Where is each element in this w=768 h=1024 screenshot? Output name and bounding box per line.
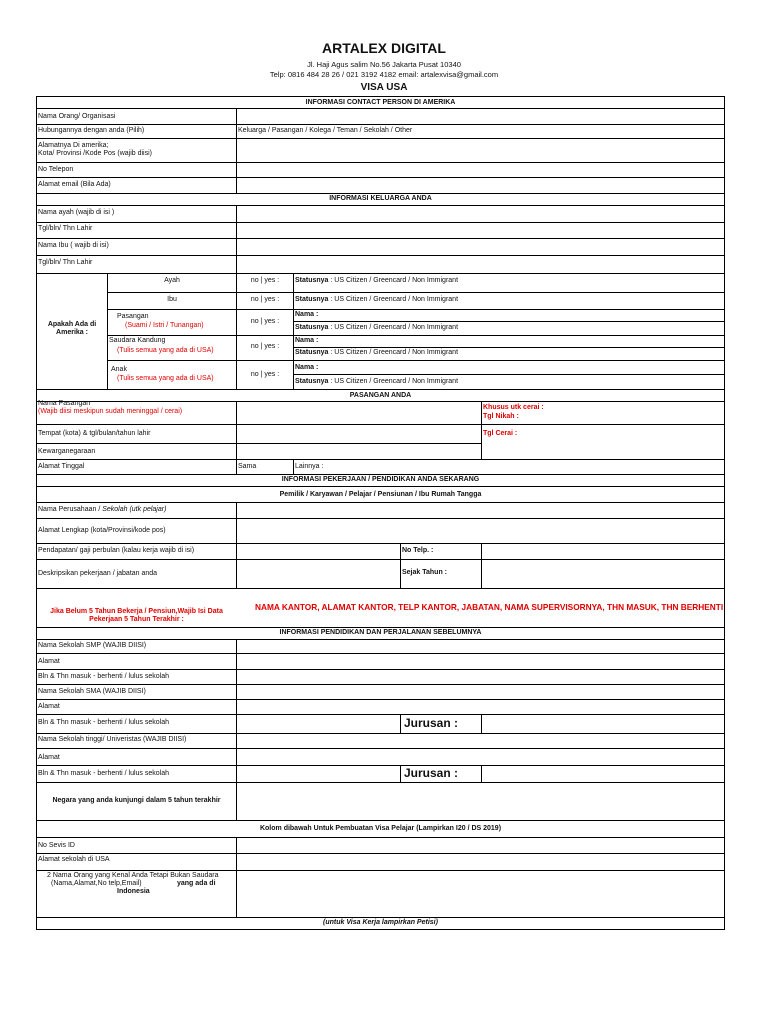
sevis-id-label: No Sevis ID bbox=[38, 842, 75, 849]
spouse-address-label: Alamat Tinggal bbox=[38, 463, 85, 470]
address-same-option[interactable]: Sama bbox=[238, 463, 257, 470]
ayah-status-label: Statusnya bbox=[295, 277, 329, 284]
pasangan-label: Pasangan bbox=[117, 313, 149, 320]
saudara-label: Saudara Kandung bbox=[109, 337, 166, 344]
income-label: Pendapatan/ gaji perbulan (kalau kerja wajib di isi) bbox=[38, 547, 195, 554]
uni-years-label: Bln & Thn masuk - berhenti / lulus sekolah bbox=[38, 770, 169, 777]
father-dob-label: Tgl/bln/ Thn Lahir bbox=[38, 225, 93, 232]
school-label-italic: Sekolah (utk pelajar) bbox=[100, 506, 167, 513]
saudara-status-label: Statusnya bbox=[295, 349, 329, 356]
education-section-title: INFORMASI PENDIDIKAN DAN PERJALANAN SEBELUMNYA bbox=[279, 629, 482, 636]
job-description-label: Deskripsikan pekerjaan / jabatan anda bbox=[38, 570, 158, 577]
pasangan-status bbox=[295, 324, 458, 332]
past-work-label-2: Pekerjaan 5 Tahun Terakhir : bbox=[89, 616, 184, 623]
contact-section-title: INFORMASI CONTACT PERSON DI AMERIKA bbox=[305, 99, 456, 106]
spouse-name-note: (Wajib diisi meskipun sudah meninggal / cerai) bbox=[38, 408, 183, 415]
company-name: ARTALEX DIGITAL bbox=[322, 40, 446, 56]
visa-form bbox=[36, 96, 725, 930]
ibu-status-options[interactable]: : US Citizen / Greencard / Non Immigrant bbox=[328, 296, 459, 303]
contact-phone-label: No Telepon bbox=[38, 166, 74, 173]
divorce-date-label: Tgl Cerai : bbox=[483, 430, 518, 437]
anak-status-options[interactable]: : US Citizen / Greencard / Non Immigrant bbox=[328, 378, 459, 385]
contact-address-sublabel: Kota/ Provinsi /Kode Pos (wajib diisi) bbox=[38, 150, 152, 157]
past-work-label: Jika Belum 5 Tahun Bekerja / Pensiun,Wajib Isi Data bbox=[50, 608, 223, 615]
special-divorce-label: Khusus utk cerai : bbox=[483, 404, 544, 411]
contact-email-label: Alamat email (Bila Ada) bbox=[38, 181, 111, 188]
ibu-status-label: Statusnya bbox=[295, 296, 329, 303]
sma-name-label: Nama Sekolah SMA (WAJIB DIISI) bbox=[38, 688, 146, 695]
ayah-status bbox=[295, 277, 458, 285]
ibu-status bbox=[295, 296, 458, 304]
past-work-fields: NAMA KANTOR, ALAMAT KANTOR, TELP KANTOR, JABATAN, NAMA SUPERVISORNYA, THN MASUK, THN BERHENTI bbox=[255, 602, 724, 612]
uni-major-label: Jurusan : bbox=[404, 766, 459, 780]
mother-name-label: Nama Ibu ( wajib di isi) bbox=[38, 242, 109, 249]
mother-dob-label: Tgl/bln/ Thn Lahir bbox=[38, 259, 93, 266]
marriage-date-label: Tgl Nikah : bbox=[483, 413, 519, 420]
saudara-status bbox=[295, 349, 458, 357]
since-year-label: Sejak Tahun : bbox=[402, 569, 447, 576]
spouse-birthplace-label: Tempat (kota) & tgl/bulan/tahun lahir bbox=[38, 430, 151, 437]
spouse-name-label: Nama Pasangan bbox=[38, 400, 91, 407]
work-address-label: Alamat Lengkap (kota/Provinsi/kode pos) bbox=[38, 527, 166, 534]
smp-name-label: Nama Sekolah SMP (WAJIB DIISI) bbox=[38, 642, 147, 649]
saudara-no-yes[interactable]: no | yes : bbox=[250, 343, 280, 350]
anak-label: Anak bbox=[111, 366, 127, 373]
family-section-title: INFORMASI KELUARGA ANDA bbox=[329, 195, 432, 202]
student-section-title: Kolom dibawah Untuk Pembuatan Visa Pelajar (Lampirkan I20 / DS 2019) bbox=[259, 825, 502, 832]
company-label bbox=[38, 506, 166, 514]
saudara-status-options[interactable]: : US Citizen / Greencard / Non Immigrant bbox=[328, 349, 459, 356]
ayah-no-yes[interactable]: no | yes : bbox=[250, 277, 280, 284]
pasangan-no-yes[interactable]: no | yes : bbox=[250, 318, 280, 325]
contact-name-label: Nama Orang/ Organisasi bbox=[38, 113, 116, 120]
sma-address-label: Alamat bbox=[38, 703, 60, 710]
spouse-citizenship-label: Kewarganegaraan bbox=[38, 448, 96, 455]
ibu-label: Ibu bbox=[167, 296, 177, 303]
pasangan-status-options[interactable]: : US Citizen / Greencard / Non Immigrant bbox=[328, 324, 459, 331]
work-phone-label: No Telp. : bbox=[402, 547, 434, 554]
contact-relation-label: Hubungannya dengan anda (Pilih) bbox=[38, 127, 145, 134]
uni-name-label: Nama Sekolah tinggi/ Univeristas (WAJIB DIISI) bbox=[38, 736, 187, 743]
contact-address-label: Alamatnya Di amerika; bbox=[38, 142, 109, 149]
company-address: Jl. Haji Agus salim No.56 Jakarta Pusat 10340 bbox=[307, 60, 461, 69]
references-location: yang ada di bbox=[177, 880, 216, 887]
address-other-option[interactable]: Lainnya : bbox=[295, 463, 324, 470]
us-school-label: Alamat sekolah di USA bbox=[38, 856, 110, 863]
anak-status-label: Statusnya bbox=[295, 378, 329, 385]
footer-note: (untuk Visa Kerja lampirkan Petisi) bbox=[323, 919, 438, 926]
anak-note: (Tulis semua yang ada di USA) bbox=[117, 375, 214, 382]
in-america-label: Apakah Ada di bbox=[47, 321, 97, 328]
work-section-title: INFORMASI PEKERJAAN / PENDIDIKAN ANDA SEKARANG bbox=[281, 476, 480, 483]
countries-visited-label: Negara yang anda kunjungi dalam 5 tahun terakhir bbox=[52, 797, 221, 804]
uni-address-label: Alamat bbox=[38, 754, 60, 761]
form-title: VISA USA bbox=[360, 82, 408, 93]
saudara-note: (Tulis semua yang ada di USA) bbox=[117, 347, 214, 354]
references-label: 2 Nama Orang yang Kenal Anda Tetapi Bukan Saudara bbox=[47, 872, 219, 879]
smp-address-label: Alamat bbox=[38, 658, 60, 665]
pasangan-nama-label: Nama : bbox=[295, 311, 319, 318]
company-contact: Telp: 0816 484 28 26 / 021 3192 4182 email: artalexvisa@gmail.com bbox=[269, 70, 499, 79]
references-sublabel: (Nama,Alamat,No telp,Email) bbox=[51, 880, 142, 887]
in-america-label-2: Amerika : bbox=[56, 329, 88, 336]
ayah-label: Ayah bbox=[164, 277, 180, 284]
smp-years-label: Bln & Thn masuk - berhenti / lulus sekolah bbox=[38, 673, 169, 680]
father-name-label: Nama ayah (wajib di isi ) bbox=[38, 209, 115, 216]
anak-nama-label: Nama : bbox=[295, 364, 319, 371]
sma-years-label: Bln & Thn masuk - berhenti / lulus sekolah bbox=[38, 719, 169, 726]
spouse-section-title: PASANGAN ANDA bbox=[349, 392, 412, 399]
anak-status bbox=[295, 378, 458, 386]
pasangan-status-label: Statusnya bbox=[295, 324, 329, 331]
contact-relation-options[interactable]: Keluarga / Pasangan / Kolega / Teman / Sekolah / Other bbox=[238, 127, 413, 134]
pasangan-note: (Suami / Istri / Tunangan) bbox=[125, 322, 204, 329]
work-section-subtitle: Pemilik / Karyawan / Pelajar / Pensiunan / Ibu Rumah Tangga bbox=[279, 491, 482, 498]
anak-no-yes[interactable]: no | yes : bbox=[250, 371, 280, 378]
sma-major-label: Jurusan : bbox=[404, 716, 459, 730]
company-label-text: Nama Perusahaan / bbox=[38, 506, 101, 513]
ayah-status-options[interactable]: : US Citizen / Greencard / Non Immigrant bbox=[328, 277, 459, 284]
ibu-no-yes[interactable]: no | yes : bbox=[250, 296, 280, 303]
references-country: Indonesia bbox=[117, 888, 150, 895]
saudara-nama-label: Nama : bbox=[295, 337, 319, 344]
